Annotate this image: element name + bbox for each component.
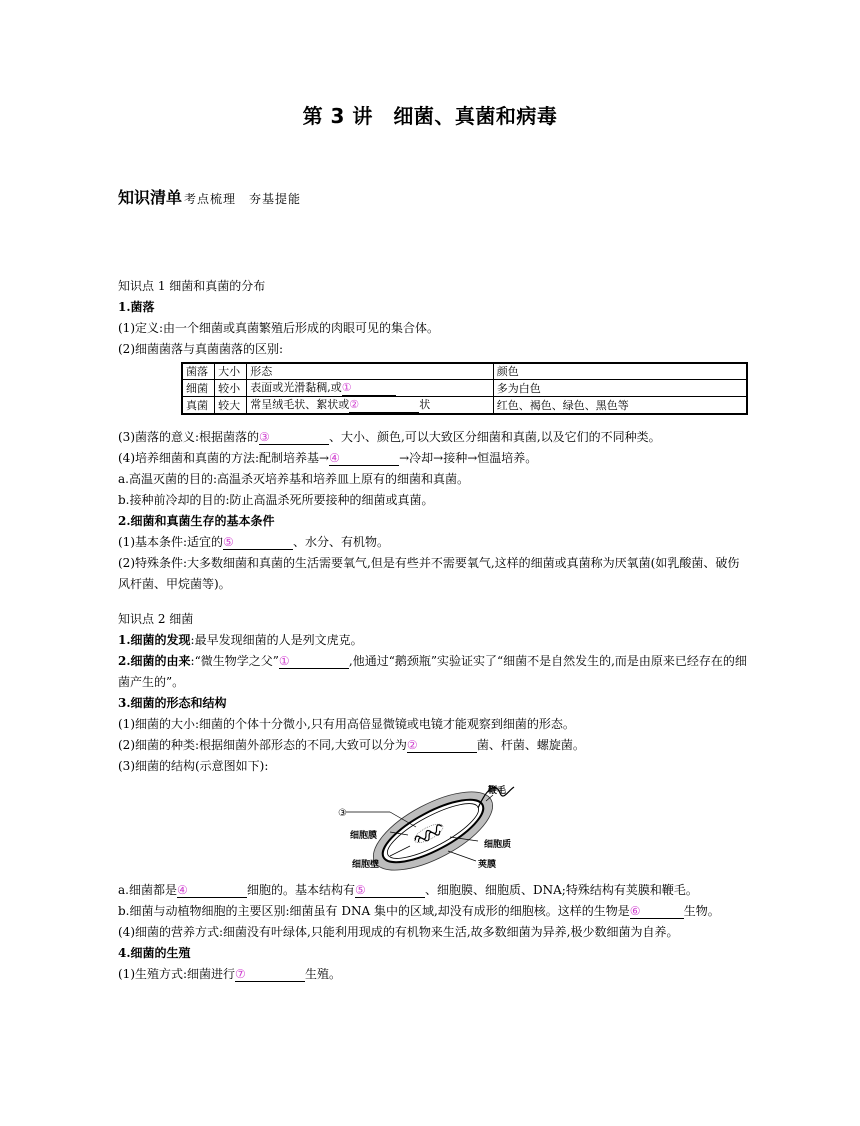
table-header-cell: 形态 [247,363,494,380]
bacterium-diagram [338,781,528,876]
kp1-special-conditions: (2)特殊条件:大多数细菌和真菌的生活需要氧气,但是有些并不需要氧气,这样的细菌或真菌称为厌氧菌(如乳酸菌、破伤风杆菌、甲烷菌等)。 [118,556,740,591]
fill-blank[interactable]: ⑥ [630,904,684,919]
fill-blank[interactable]: ① [342,381,396,396]
colony-comparison-table [181,362,748,415]
label-cell-wall: 细胞壁 [352,860,380,870]
section-header-main: 知识清单 [118,188,183,207]
kp2-section3-heading: 3.细菌的形态和结构 [118,696,227,710]
label-capsule: 荚膜 [478,860,497,870]
kp1-basic-conditions: (1)基本条件:适宜的⑤ 、水分、有机物。 [118,535,390,549]
label-flagellum: 鞭毛 [488,786,507,796]
document-body [118,276,748,985]
fill-blank[interactable]: ③ [259,430,329,445]
kp1-sterilization-purpose: a.高温灭菌的目的:高温杀灭培养基和培养皿上原有的细菌和真菌。 [118,472,470,486]
kp2-structure-caption: (3)细菌的结构(示意图如下): [118,759,269,773]
section-header [118,185,301,208]
label-blank-3: ③ [338,808,347,819]
page-title: 第 3 讲 细菌、真菌和病毒 [302,104,558,128]
table-cell: 真菌 [182,397,215,415]
table-cell: 细菌 [182,380,215,397]
kp1-section1-heading: 1.菌落 [118,300,155,314]
table-cell: 多为白色 [493,380,747,397]
kp1-cooling-purpose: b.接种前冷却的目的:防止高温杀死所要接种的细菌或真菌。 [118,493,434,507]
kp1-definition: (1)定义:由一个细菌或真菌繁殖后形成的肉眼可见的集合体。 [118,321,440,335]
table-row [182,380,747,397]
kp1-section2-heading: 2.细菌和真菌生存的基本条件 [118,514,275,528]
kp2-structure-b: b.细菌与动植物细胞的主要区别:细菌虽有 DNA 集中的区域,却没有成形的细胞核。这样的生物是⑥ 生物。 [118,904,720,918]
fill-blank[interactable]: ② [407,738,477,753]
fill-blank[interactable]: ④ [177,883,247,898]
table-cell: 较大 [215,397,247,415]
kp2-nutrition: (4)细菌的营养方式:细菌没有叶绿体,只能利用现成的有机物来生活,故多数细菌为异养,极少数细菌为自养。 [118,925,679,939]
section-header-sub: 考点梳理 夯基提能 [184,192,302,206]
kp2-section4-heading: 4.细菌的生殖 [118,946,191,960]
fill-blank[interactable]: ④ [329,451,399,466]
kp1-title: 知识点 1 细菌和真菌的分布 [118,279,266,293]
kp2-types: (2)细菌的种类:根据细菌外部形态的不同,大致可以分为② 菌、杆菌、螺旋菌。 [118,738,585,752]
table-cell: 常呈绒毛状、絮状或② 状 [247,397,494,415]
fill-blank[interactable]: ⑤ [355,883,425,898]
fill-blank[interactable]: ② [349,398,419,413]
fill-blank[interactable]: ① [279,654,349,669]
label-cytoplasm: 细胞质 [484,840,512,850]
table-cell: 较小 [215,380,247,397]
fill-blank[interactable]: ⑦ [235,967,305,982]
kp2-origin: 2.细菌的由来:“微生物学之父”① ,他通过“鹅颈瓶”实验证实了“细菌不是自然发生的,而是由原来已经存在的细菌产生的”。 [118,654,747,689]
label-cell-membrane: 细胞膜 [350,831,378,841]
table-header-cell: 菌落 [182,363,215,380]
table-header-row [182,363,747,380]
kp2-discovery: 1.细菌的发现:最早发现细菌的人是列文虎克。 [118,633,363,647]
table-header-cell: 大小 [215,363,247,380]
kp2-structure-a: a.细菌都是④ 细胞的。基本结构有⑤ 、细胞膜、细胞质、DNA;特殊结构有荚膜和鞭毛。 [118,883,698,897]
kp1-table-caption: (2)细菌菌落与真菌菌落的区别: [118,342,284,356]
kp2-reproduction: (1)生殖方式:细菌进行⑦ 生殖。 [118,967,342,981]
table-cell: 红色、褐色、绿色、黑色等 [493,397,747,415]
table-header-cell: 颜色 [493,363,747,380]
kp1-colony-meaning: (3)菌落的意义:根据菌落的③ 、大小、颜色,可以大致区分细菌和真菌,以及它们的不同种类。 [118,430,661,444]
kp1-culture-method: (4)培养细菌和真菌的方法:配制培养基→④ →冷却→接种→恒温培养。 [118,451,538,465]
table-row [182,397,747,415]
fill-blank[interactable]: ⑤ [223,535,293,550]
kp2-size: (1)细菌的大小:细菌的个体十分微小,只有用高倍显微镜或电镜才能观察到细菌的形态。 [118,717,575,731]
table-cell: 表面或光滑黏稠,或① [247,380,494,397]
kp2-title: 知识点 2 细菌 [118,612,194,626]
